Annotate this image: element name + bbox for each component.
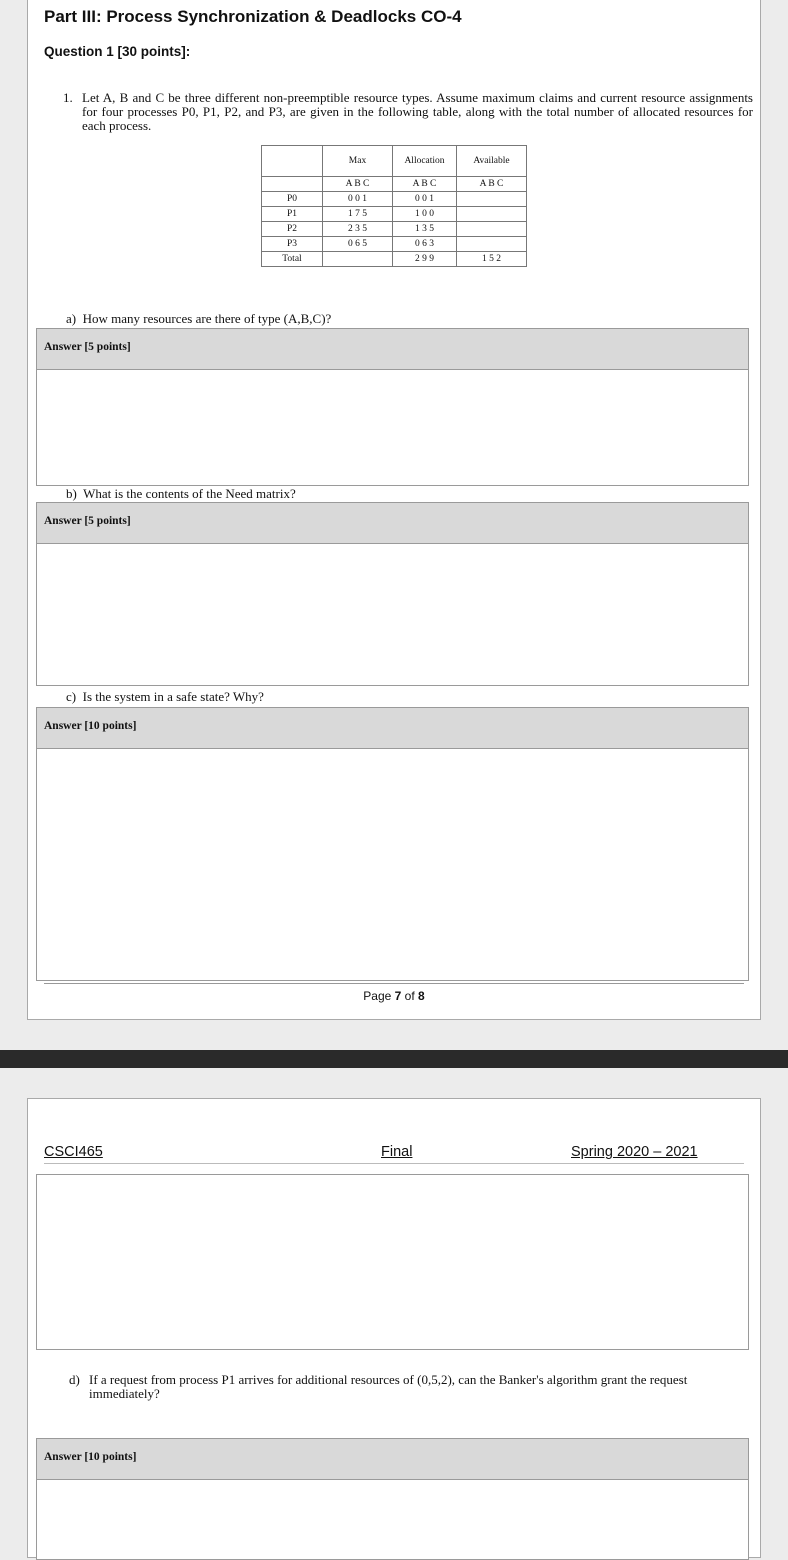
- intro-number: 1.: [63, 90, 73, 105]
- table-total-row: [262, 252, 527, 267]
- table-cell: 0 0 1: [323, 192, 393, 207]
- answer-d-box[interactable]: [36, 1480, 749, 1560]
- question-d-label: d): [69, 1372, 80, 1387]
- table-cell: [457, 207, 527, 222]
- exam-page-8: [27, 1098, 761, 1558]
- question-b-text: What is the contents of the Need matrix?: [83, 486, 296, 501]
- answer-d-label: Answer [10 points]: [44, 1451, 137, 1463]
- table-cell: P0: [262, 192, 323, 207]
- footer-current-page: 7: [394, 989, 402, 1003]
- question-a-label: a): [66, 311, 77, 326]
- table-header-available: Available: [457, 146, 527, 177]
- answer-c-header: [36, 707, 749, 749]
- answer-a-box[interactable]: [36, 370, 749, 486]
- table-row: [262, 207, 527, 222]
- answer-b-header: [36, 502, 749, 544]
- footer-mid: of: [401, 989, 419, 1003]
- question-b-label: b): [66, 486, 77, 501]
- header-term: Spring 2020 – 2021: [571, 1144, 698, 1160]
- table-cell: P3: [262, 237, 323, 252]
- table-row: [262, 192, 527, 207]
- table-cell: 0 0 1: [393, 192, 457, 207]
- table-cell: 0 6 5: [323, 237, 393, 252]
- table-row: [262, 222, 527, 237]
- table-cell: 1 7 5: [323, 207, 393, 222]
- table-cell: [323, 252, 393, 267]
- exam-page-7: [27, 0, 761, 1020]
- table-cell: A B C: [457, 177, 527, 192]
- answer-c-label: Answer [10 points]: [44, 720, 137, 732]
- table-header-max: Max: [323, 146, 393, 177]
- table-cell: Total: [262, 252, 323, 267]
- header-divider: [44, 1163, 744, 1164]
- intro-text: Let A, B and C be three different non-preemptible resource types. Assume maximum claims and current resource assignments for four processes P0, P1, P2, and P3, are given in the following table, along with the total number of allocated resources for each process.: [82, 90, 753, 133]
- footer-divider: [44, 983, 744, 984]
- table-cell: [457, 192, 527, 207]
- part-title: Part III: Process Synchronization & Deadlocks CO-4: [44, 7, 462, 26]
- table-header-row: [262, 146, 527, 177]
- table-cell: 0 6 3: [393, 237, 457, 252]
- answer-b-label: Answer [5 points]: [44, 515, 131, 527]
- question-title: Question 1 [30 points]:: [44, 44, 191, 59]
- resource-table: [261, 145, 527, 267]
- header-exam: Final: [381, 1144, 413, 1160]
- answer-a-header: [36, 328, 749, 370]
- question-c-text: Is the system in a safe state? Why?: [82, 689, 264, 704]
- table-cell: 2 9 9: [393, 252, 457, 267]
- table-header-allocation: Allocation: [393, 146, 457, 177]
- table-subheader-row: [262, 177, 527, 192]
- question-c-label: c): [66, 689, 77, 704]
- page-footer: [28, 989, 760, 1003]
- answer-b-box[interactable]: [36, 544, 749, 686]
- table-cell: A B C: [393, 177, 457, 192]
- header-course: CSCI465: [44, 1144, 103, 1160]
- table-cell: 1 3 5: [393, 222, 457, 237]
- table-header-cell: [262, 146, 323, 177]
- question-d-text: If a request from process P1 arrives for additional resources of (0,5,2), can the Banker's algorithm grant the request immediately?: [89, 1372, 688, 1401]
- table-cell: 1 5 2: [457, 252, 527, 267]
- table-cell: 2 3 5: [323, 222, 393, 237]
- table-cell: [457, 222, 527, 237]
- table-row: [262, 237, 527, 252]
- question-intro: [63, 91, 753, 133]
- answer-d-header: [36, 1438, 749, 1480]
- table-cell: P2: [262, 222, 323, 237]
- answer-c-continued-box[interactable]: [36, 1174, 749, 1350]
- table-cell: [262, 177, 323, 192]
- question-c: [66, 689, 264, 705]
- footer-total-pages: 8: [418, 989, 425, 1003]
- table-cell: [457, 237, 527, 252]
- table-cell: 1 0 0: [393, 207, 457, 222]
- table-cell: A B C: [323, 177, 393, 192]
- page-separator: [0, 1050, 788, 1068]
- answer-c-box[interactable]: [36, 749, 749, 981]
- answer-a-label: Answer [5 points]: [44, 341, 131, 353]
- question-b: [66, 486, 296, 502]
- question-d: [69, 1373, 739, 1401]
- question-a-text: How many resources are there of type (A,B,C)?: [82, 311, 332, 326]
- question-a: [66, 311, 331, 327]
- table-cell: P1: [262, 207, 323, 222]
- footer-prefix: Page: [363, 989, 395, 1003]
